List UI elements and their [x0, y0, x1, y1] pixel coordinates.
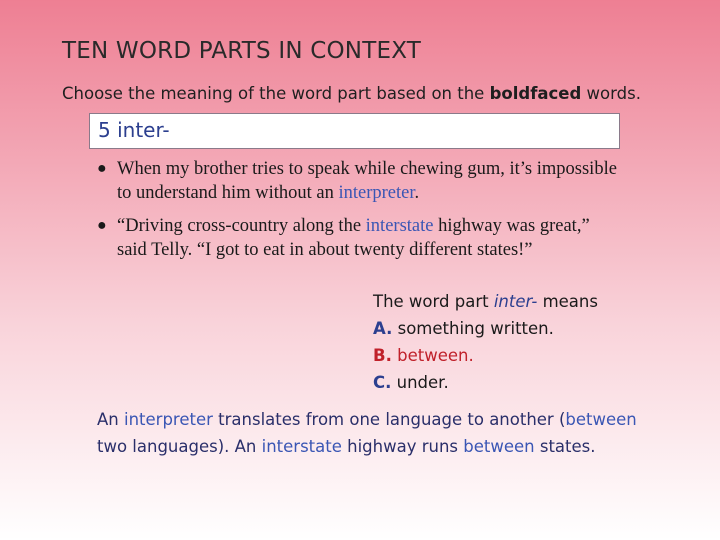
option-b: [373, 342, 598, 369]
explanation-text: two languages). An: [97, 437, 262, 456]
option-a-letter: A.: [373, 319, 393, 338]
explanation-highlight: interpreter: [124, 410, 213, 429]
explanation: [97, 406, 657, 460]
option-a: [373, 315, 598, 342]
option-b-text: between.: [391, 346, 474, 365]
answer-choices: [373, 288, 598, 396]
option-a-text: something written.: [392, 319, 554, 338]
example-text-2: [97, 214, 617, 262]
prompt-text: The word part: [373, 292, 494, 311]
explanation-highlight: between: [565, 410, 637, 429]
option-c-letter: C.: [373, 373, 392, 392]
explanation-highlight: between: [463, 437, 535, 456]
prompt-text-end: means: [537, 292, 598, 311]
explanation-text: states.: [534, 437, 596, 456]
explanation-text: An: [97, 410, 124, 429]
instructions: [62, 84, 641, 103]
example-1-before: When my brother tries to speak while chewing gum, it’s impossible to understand him without an: [117, 159, 617, 203]
explanation-text: translates from one language to another (: [212, 410, 566, 429]
bullet-dot-icon: ●: [97, 217, 107, 234]
slide-title: TEN WORD PARTS IN CONTEXT: [62, 38, 421, 64]
prompt-word-part: inter-: [493, 292, 538, 311]
example-bullet-1: [97, 157, 617, 205]
word-part-box: [89, 113, 620, 149]
word-part-label: 5 inter-: [98, 118, 170, 142]
example-1-after: .: [414, 183, 420, 203]
example-bullet-2: [97, 214, 617, 262]
instructions-text: Choose the meaning of the word part based on the: [62, 84, 490, 103]
bullet-dot-icon: ●: [97, 160, 107, 177]
option-c-text: under.: [391, 373, 449, 392]
instructions-bold-word: boldfaced: [489, 84, 582, 103]
explanation-highlight: interstate: [261, 437, 342, 456]
example-text-1: [97, 157, 617, 205]
explanation-text: highway runs: [341, 437, 464, 456]
example-2-after: highway was great,” said Telly. “I got to eat in about twenty different states!”: [117, 216, 590, 260]
option-c: [373, 369, 598, 396]
example-2-highlight: interstate: [365, 216, 434, 236]
option-b-letter: B.: [373, 346, 392, 365]
answer-prompt: [373, 288, 598, 315]
example-1-highlight: interpreter: [338, 183, 415, 203]
example-2-before: “Driving cross-country along the: [117, 216, 366, 236]
instructions-text-end: words.: [581, 84, 641, 103]
